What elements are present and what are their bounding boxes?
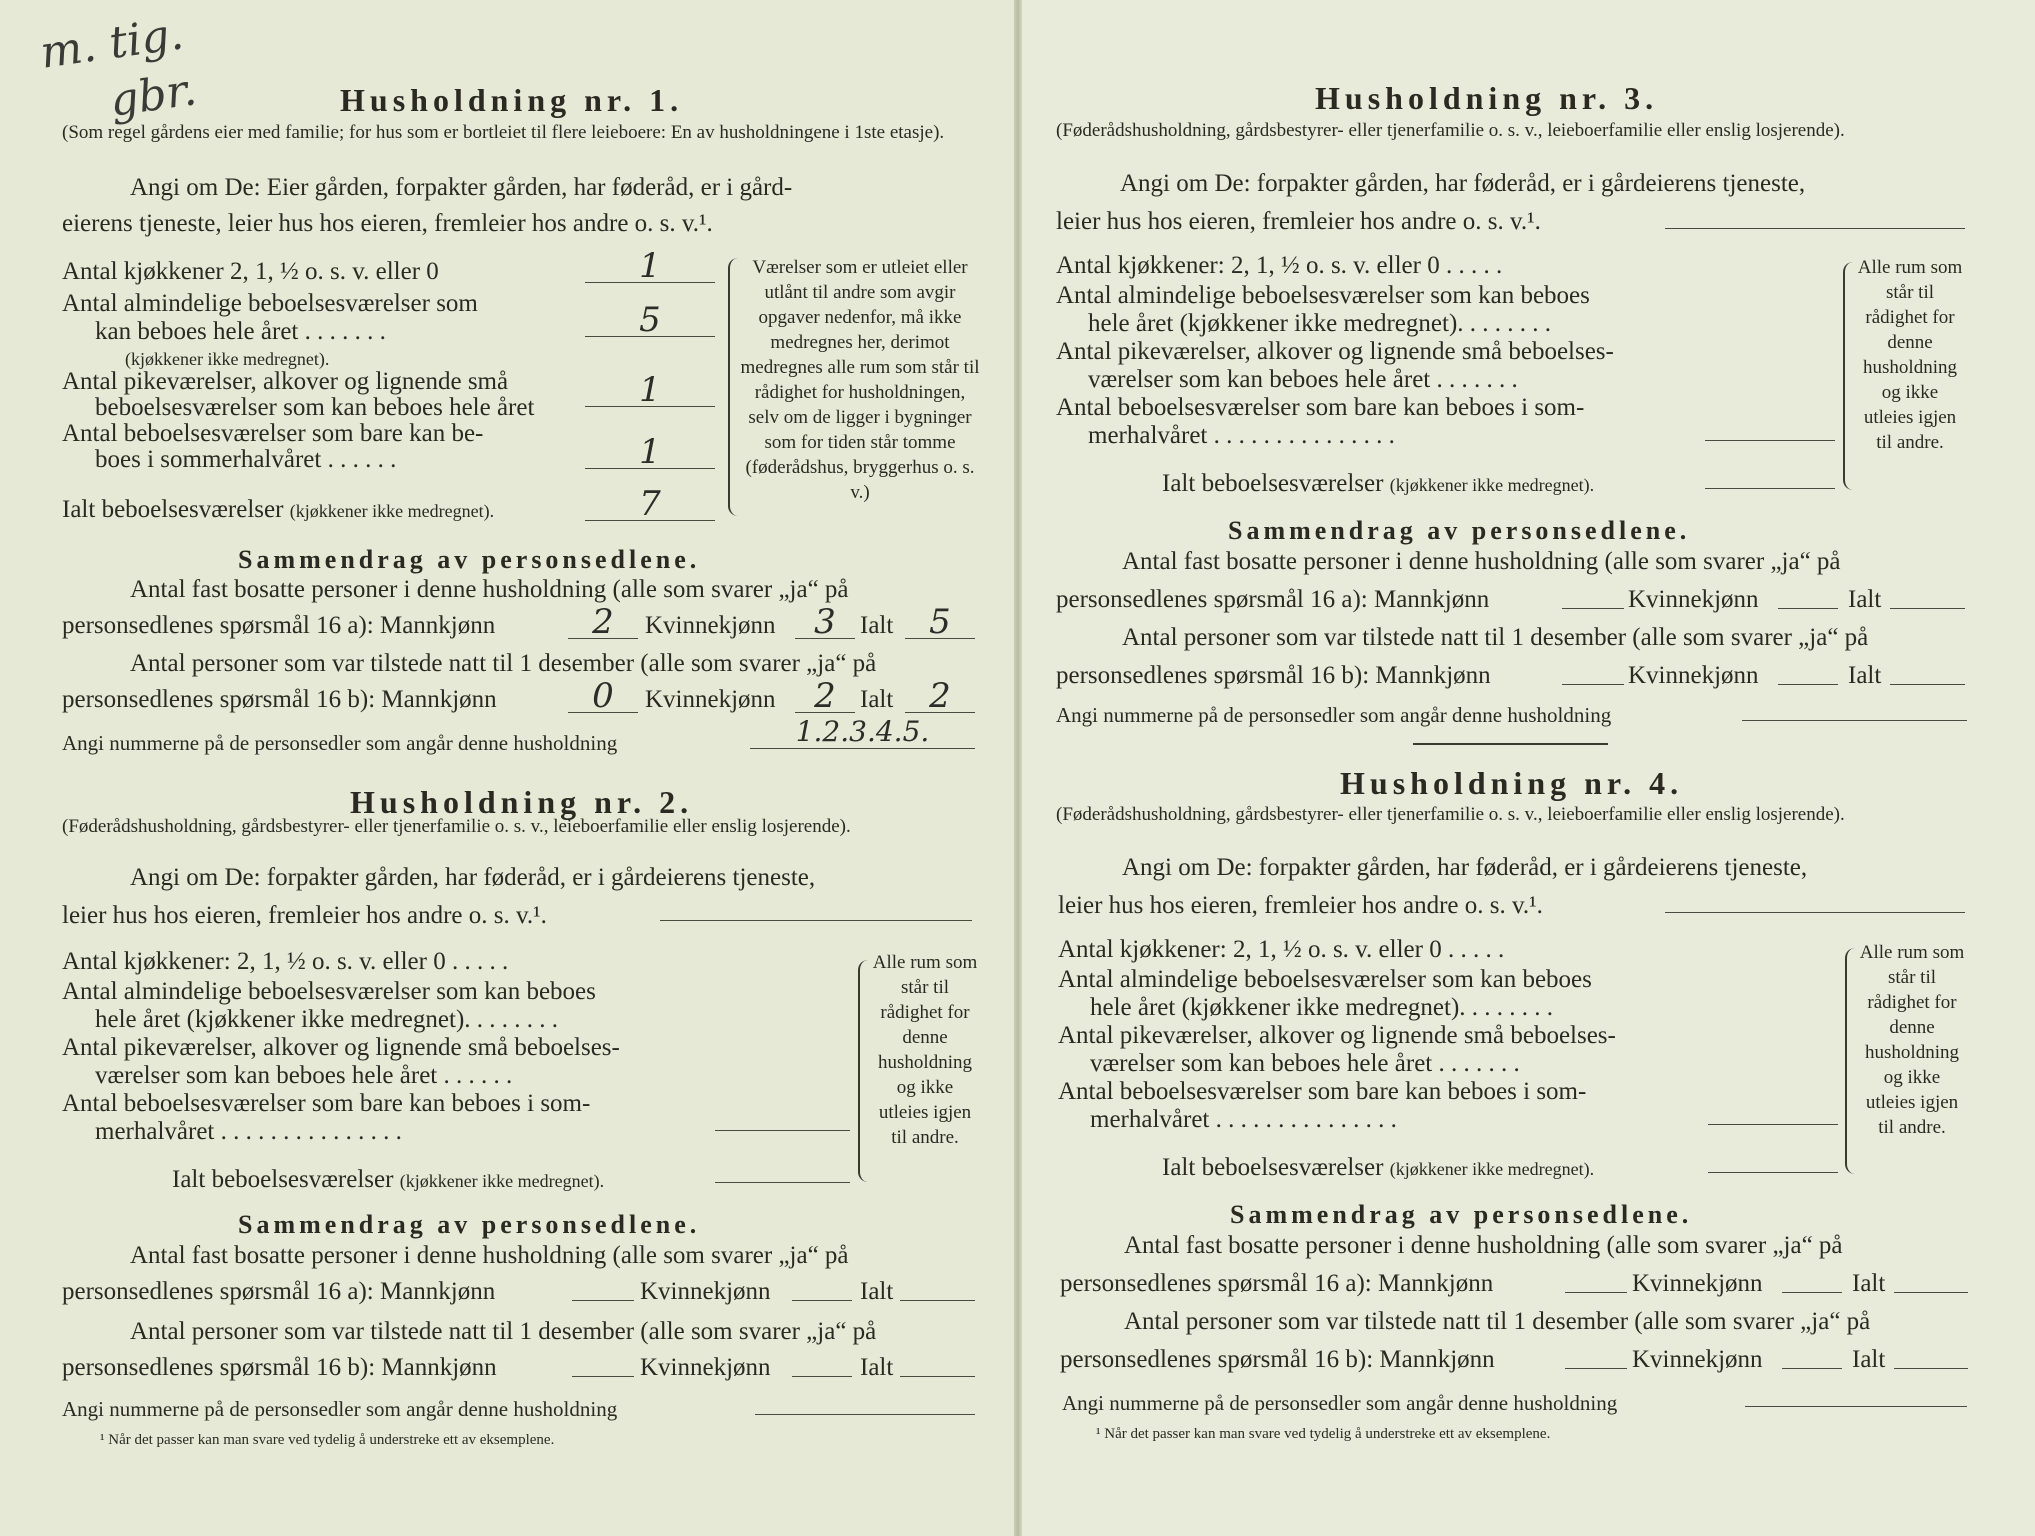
h4-s2-line2: personsedlenes spørsmål 16 b): Mannkjønn xyxy=(1060,1346,1495,1373)
h4-question-line1: Angi om De: forpakter gården, har føderåd, er i gårdeierens tjeneste, xyxy=(1122,854,1808,881)
h1-rooms-value[interactable]: 5 xyxy=(585,306,715,337)
h3-s2-total-value[interactable] xyxy=(1890,664,1965,685)
h3-summer-value[interactable] xyxy=(1705,420,1835,441)
h2-kitchens-label: Antal kjøkkener: 2, 1, ½ o. s. v. eller 0 . . . . . xyxy=(62,948,509,975)
h1-maids-label-a: Antal pikeværelser, alkover og lignende små xyxy=(62,368,509,395)
h3-s2-line1: Antal personer som var tilstede natt til 1 desember (alle som svarer „ja“ på xyxy=(1122,624,1869,651)
h4-s1-female-value[interactable] xyxy=(1782,1272,1842,1293)
h1-total-label xyxy=(62,496,494,525)
h2-s2-line2: personsedlenes spørsmål 16 b): Mannkjønn xyxy=(62,1354,497,1381)
h1-s1-total-value[interactable]: 5 xyxy=(905,608,975,639)
h2-note: (Føderådshusholdning, gårdsbestyrer- eller tjenerfamilie o. s. v., leieboerfamilie eller enslig losjerende). xyxy=(62,816,851,837)
h4-summer-label-a: Antal beboelsesværelser som bare kan beboes i som- xyxy=(1058,1078,1587,1105)
h2-question-line1: Angi om De: forpakter gården, har føderåd, er i gårdeierens tjeneste, xyxy=(130,864,816,891)
h2-s2-female-label: Kvinnekjønn xyxy=(640,1354,771,1381)
h1-s2-female-label: Kvinnekjønn xyxy=(645,686,776,713)
handwritten-note-1: m. tig. xyxy=(37,8,187,79)
h1-maids-label-b: beboelsesværelser som kan beboes hele året xyxy=(95,394,535,421)
h4-s2-total-label: Ialt xyxy=(1852,1346,1886,1373)
h1-summer-label-a: Antal beboelsesværelser som bare kan be- xyxy=(62,420,484,447)
h1-note: (Som regel gårdens eier med familie; for hus som er bortleiet til flere leieboere: En av husholdningene i 1ste etasje). xyxy=(62,122,945,143)
h1-rooms-label-b: kan beboes hele året . . . . . . . xyxy=(95,318,386,345)
h4-s1-total-label: Ialt xyxy=(1852,1270,1886,1297)
h2-s1-total-label: Ialt xyxy=(860,1278,894,1305)
h2-numbers-value[interactable] xyxy=(755,1394,975,1415)
h2-total-label xyxy=(172,1166,604,1195)
h1-s1-line2: personsedlenes spørsmål 16 a): Mannkjønn xyxy=(62,612,496,639)
h3-total-value[interactable] xyxy=(1705,466,1835,489)
h3-s1-line2: personsedlenes spørsmål 16 a): Mannkjønn xyxy=(1056,586,1490,613)
page-fold xyxy=(1014,0,1022,1536)
h4-s1-line2: personsedlenes spørsmål 16 a): Mannkjønn xyxy=(1060,1270,1494,1297)
h3-summer-label-b: merhalvåret . . . . . . . . . . . . . . . xyxy=(1088,422,1395,449)
h1-summer-value[interactable]: 1 xyxy=(585,438,715,469)
h4-total-sub: (kjøkkener ikke medregnet). xyxy=(1389,1159,1595,1179)
h2-total-sub: (kjøkkener ikke medregnet). xyxy=(399,1171,605,1191)
h1-question-line2: eierens tjeneste, leier hus hos eieren, fremleier hos andre o. s. v.¹. xyxy=(62,210,713,237)
h3-numbers-value[interactable] xyxy=(1742,700,1967,721)
h3-summer-label-a: Antal beboelsesværelser som bare kan beboes i som- xyxy=(1056,394,1585,421)
h4-total-value[interactable] xyxy=(1708,1150,1838,1173)
h3-side-note: Alle rum som står til rådighet for denne husholdning og ikke utleies igjen til andre. xyxy=(1857,257,1963,453)
h2-question-line2: leier hus hos eieren, fremleier hos andre o. s. v.¹. xyxy=(62,902,547,929)
h3-total-text: Ialt beboelsesværelser xyxy=(1162,470,1384,497)
h2-s2-total-value[interactable] xyxy=(900,1356,975,1377)
h1-total-value[interactable]: 7 xyxy=(585,490,715,521)
h1-maids-value[interactable]: 1 xyxy=(585,376,715,407)
h4-footnote: ¹ Når det passer kan man svare ved tydelig å understreke ett av eksemplene. xyxy=(1096,1426,1551,1442)
h3-question-line2: leier hus hos eieren, fremleier hos andre o. s. v.¹. xyxy=(1056,208,1541,235)
h2-summer-label-b: merhalvåret . . . . . . . . . . . . . . . xyxy=(95,1118,402,1145)
h3-maids-label-b: værelser som kan beboes hele året . . . . . . . xyxy=(1088,366,1518,393)
h2-s2-male-value[interactable] xyxy=(572,1356,634,1377)
h4-s2-female-value[interactable] xyxy=(1782,1348,1842,1369)
h4-s1-line1: Antal fast bosatte personer i denne husholdning (alle som svarer „ja“ på xyxy=(1124,1232,1843,1259)
h3-kitchens-label: Antal kjøkkener: 2, 1, ½ o. s. v. eller 0 . . . . . xyxy=(1056,252,1503,279)
h1-s1-total-label: Ialt xyxy=(860,612,894,639)
h1-s2-line2: personsedlenes spørsmål 16 b): Mannkjønn xyxy=(62,686,497,713)
h3-title: Husholdning nr. 3. xyxy=(1315,80,1659,116)
h2-footnote: ¹ Når det passer kan man svare ved tydelig å understreke ett av eksemplene. xyxy=(100,1432,555,1448)
h1-numbers-label: Angi nummerne på de personsedler som angår denne husholdning xyxy=(62,731,618,755)
h4-title: Husholdning nr. 4. xyxy=(1340,765,1684,801)
h4-question-line2: leier hus hos eieren, fremleier hos andre o. s. v.¹. xyxy=(1058,892,1543,919)
h3-s2-total-label: Ialt xyxy=(1848,662,1882,689)
h3-maids-label-a: Antal pikeværelser, alkover og lignende små beboelses- xyxy=(1056,338,1614,365)
h3-question-line[interactable] xyxy=(1665,228,1965,229)
h4-maids-label-a: Antal pikeværelser, alkover og lignende små beboelses- xyxy=(1058,1022,1616,1049)
h2-summer-label-a: Antal beboelsesværelser som bare kan beboes i som- xyxy=(62,1090,591,1117)
h4-maids-label-b: værelser som kan beboes hele året . . . . . . . xyxy=(1090,1050,1520,1077)
h2-s1-male-value[interactable] xyxy=(572,1280,634,1301)
h3-s1-female-label: Kvinnekjønn xyxy=(1628,586,1759,613)
h4-summer-label-b: merhalvåret . . . . . . . . . . . . . . . xyxy=(1090,1106,1397,1133)
h4-note: (Føderådshusholdning, gårdsbestyrer- eller tjenerfamilie o. s. v., leieboerfamilie eller enslig losjerende). xyxy=(1056,804,1845,825)
h4-s2-total-value[interactable] xyxy=(1894,1348,1968,1369)
h4-question-line[interactable] xyxy=(1665,912,1965,913)
h3-s2-female-label: Kvinnekjønn xyxy=(1628,662,1759,689)
h1-rooms-sub: (kjøkkener ikke medregnet). xyxy=(125,349,330,369)
h1-kitchens-value[interactable]: 1 xyxy=(585,252,715,283)
h1-s2-total-label: Ialt xyxy=(860,686,894,713)
h1-question-line1: Angi om De: Eier gården, forpakter gården, har føderåd, er i gård- xyxy=(130,174,793,201)
h2-side-note: Alle rum som står til rådighet for denne husholdning og ikke utleies igjen til andre. xyxy=(872,952,978,1148)
h4-s2-line1: Antal personer som var tilstede natt til 1 desember (alle som svarer „ja“ på xyxy=(1124,1308,1871,1335)
h3-s2-line2: personsedlenes spørsmål 16 b): Mannkjønn xyxy=(1056,662,1491,689)
h1-total-text: Ialt beboelsesværelser xyxy=(62,496,284,523)
h2-maids-label-a: Antal pikeværelser, alkover og lignende små beboelses- xyxy=(62,1034,620,1061)
h3-s1-total-label: Ialt xyxy=(1848,586,1882,613)
h1-s1-female-label: Kvinnekjønn xyxy=(645,612,776,639)
h2-question-line[interactable] xyxy=(660,920,972,921)
h3-rooms-label-b: hele året (kjøkkener ikke medregnet). . . . . . . . xyxy=(1088,310,1552,337)
h1-s2-line1: Antal personer som var tilstede natt til 1 desember (alle som svarer „ja“ på xyxy=(130,650,877,677)
h2-numbers-label: Angi nummerne på de personsedler som angår denne husholdning xyxy=(62,1397,618,1421)
h1-s1-female-value[interactable]: 3 xyxy=(795,608,855,639)
h3-s1-female-value[interactable] xyxy=(1778,588,1838,609)
h2-s1-female-value[interactable] xyxy=(792,1280,852,1301)
h3-s2-male-value[interactable] xyxy=(1562,664,1624,685)
h4-summer-value[interactable] xyxy=(1708,1104,1838,1125)
h3-question-line1: Angi om De: forpakter gården, har føderåd, er i gårdeierens tjeneste, xyxy=(1120,170,1806,197)
h1-s1-line1: Antal fast bosatte personer i denne husholdning (alle som svarer „ja“ på xyxy=(130,576,849,603)
h3-summary-title: Sammendrag av personsedlene. xyxy=(1228,516,1691,545)
h1-summary-title: Sammendrag av personsedlene. xyxy=(238,545,701,574)
h3-note: (Føderådshusholdning, gårdsbestyrer- eller tjenerfamilie o. s. v., leieboerfamilie eller enslig losjerende). xyxy=(1056,120,1845,141)
h4-s2-male-value[interactable] xyxy=(1565,1348,1627,1369)
h1-s1-male-value[interactable]: 2 xyxy=(568,608,638,639)
h4-s1-male-value[interactable] xyxy=(1565,1272,1627,1293)
h2-maids-label-b: værelser som kan beboes hele året . . . . . . xyxy=(95,1062,513,1089)
h4-side-note: Alle rum som står til rådighet for denne husholdning og ikke utleies igjen til andre. xyxy=(1859,942,1965,1138)
h3-s1-line1: Antal fast bosatte personer i denne husholdning (alle som svarer „ja“ på xyxy=(1122,548,1841,575)
h1-title: Husholdning nr. 1. xyxy=(340,82,684,118)
h3-total-sub: (kjøkkener ikke medregnet). xyxy=(1389,475,1595,495)
h2-s2-female-value[interactable] xyxy=(792,1356,852,1377)
h1-kitchens-label: Antal kjøkkener 2, 1, ½ o. s. v. eller 0 xyxy=(62,258,439,285)
h3-s2-female-value[interactable] xyxy=(1778,664,1838,685)
h1-summer-label-b: boes i sommerhalvåret . . . . . . xyxy=(95,446,397,473)
section-separator xyxy=(1413,743,1608,745)
h1-s2-total-value[interactable]: 2 xyxy=(905,682,975,713)
h4-total-text: Ialt beboelsesværelser xyxy=(1162,1154,1384,1181)
h1-side-note: Værelser som er utleiet eller utlånt til andre som avgir opgaver nedenfor, må ikke medregnes her, derimot medregnes alle rum som står til rådighet for husholdningen, selv om de ligger i bygninger som for tiden står tomme (føderådshus, bryggerhus o. s. v.) xyxy=(740,257,980,503)
h4-total-label xyxy=(1162,1154,1594,1183)
h2-rooms-label-b: hele året (kjøkkener ikke medregnet). . . . . . . . xyxy=(95,1006,559,1033)
h2-s2-total-label: Ialt xyxy=(860,1354,894,1381)
h2-s1-line2: personsedlenes spørsmål 16 a): Mannkjønn xyxy=(62,1278,496,1305)
h2-s1-line1: Antal fast bosatte personer i denne husholdning (alle som svarer „ja“ på xyxy=(130,1242,849,1269)
h1-total-sub: (kjøkkener ikke medregnet). xyxy=(289,501,495,521)
h2-summary-title: Sammendrag av personsedlene. xyxy=(238,1210,701,1239)
h1-numbers-value[interactable]: 1.2.3.4.5. xyxy=(750,718,975,749)
h1-s2-female-value[interactable]: 2 xyxy=(795,682,855,713)
handwritten-note-2: gbr. xyxy=(106,64,200,127)
h2-summer-value[interactable] xyxy=(715,1112,850,1131)
h3-s1-male-value[interactable] xyxy=(1562,588,1624,609)
h4-kitchens-label: Antal kjøkkener: 2, 1, ½ o. s. v. eller 0 . . . . . xyxy=(1058,936,1505,963)
h4-s2-female-label: Kvinnekjønn xyxy=(1632,1346,1763,1373)
h2-s2-line1: Antal personer som var tilstede natt til 1 desember (alle som svarer „ja“ på xyxy=(130,1318,877,1345)
h2-s1-total-value[interactable] xyxy=(900,1280,975,1301)
h3-numbers-label: Angi nummerne på de personsedler som angår denne husholdning xyxy=(1056,703,1612,727)
h4-numbers-value[interactable] xyxy=(1745,1386,1967,1407)
h4-s1-female-label: Kvinnekjønn xyxy=(1632,1270,1763,1297)
h4-rooms-label-a: Antal almindelige beboelsesværelser som kan beboes xyxy=(1058,966,1592,993)
h1-s2-male-value[interactable]: 0 xyxy=(568,682,638,713)
h1-rooms-label-a: Antal almindelige beboelsesværelser som xyxy=(62,290,478,317)
h2-title: Husholdning nr. 2. xyxy=(350,784,694,820)
h3-total-label xyxy=(1162,470,1594,499)
h2-s1-female-label: Kvinnekjønn xyxy=(640,1278,771,1305)
h4-summary-title: Sammendrag av personsedlene. xyxy=(1230,1200,1693,1229)
h2-total-text: Ialt beboelsesværelser xyxy=(172,1166,394,1193)
h3-rooms-label-a: Antal almindelige beboelsesværelser som kan beboes xyxy=(1056,282,1590,309)
h3-s1-total-value[interactable] xyxy=(1890,588,1965,609)
h4-rooms-label-b: hele året (kjøkkener ikke medregnet). . . . . . . . xyxy=(1090,994,1554,1021)
h2-rooms-label-a: Antal almindelige beboelsesværelser som kan beboes xyxy=(62,978,596,1005)
h2-total-value[interactable] xyxy=(715,1162,850,1183)
h4-numbers-label: Angi nummerne på de personsedler som angår denne husholdning xyxy=(1062,1391,1618,1415)
h4-s1-total-value[interactable] xyxy=(1894,1272,1968,1293)
